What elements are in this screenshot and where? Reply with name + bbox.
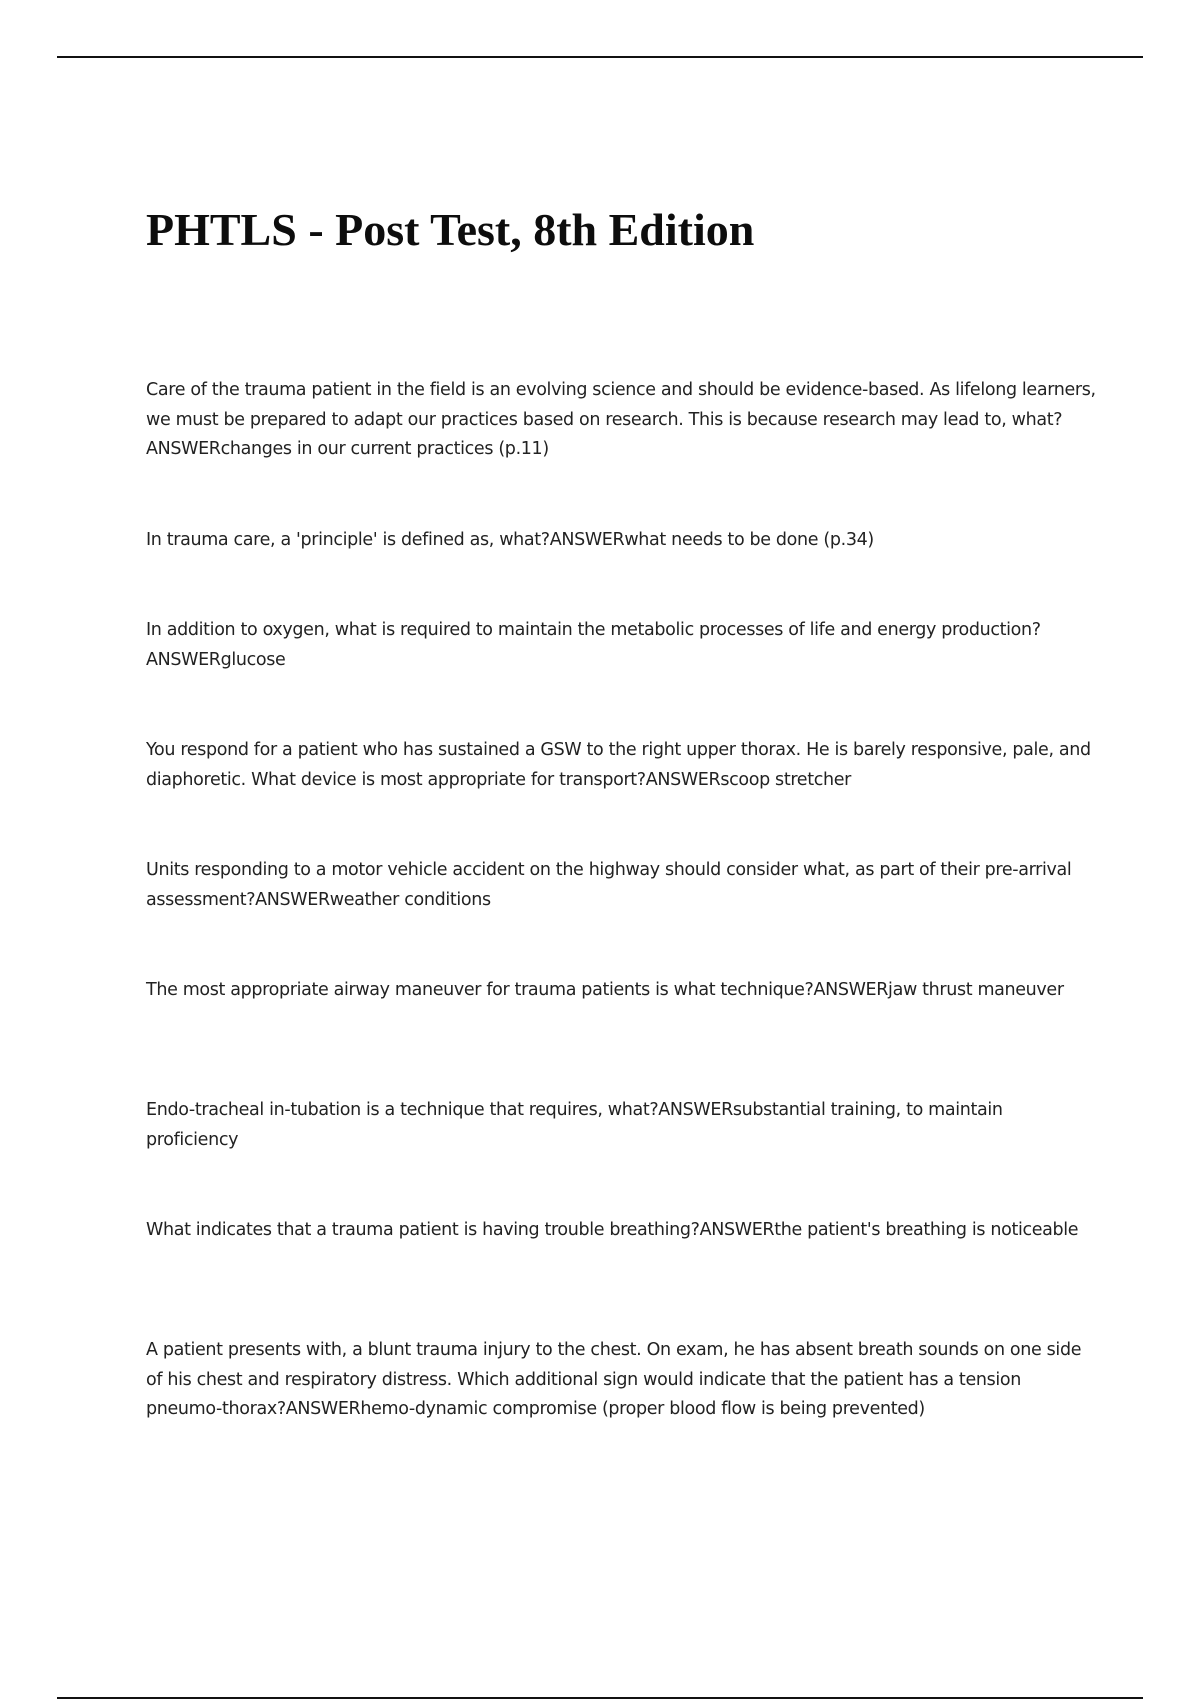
footer-rule <box>57 1697 1143 1699</box>
qa-item-9: A patient presents with, a blunt trauma injury to the chest. On exam, he has absent breath sounds on one side of his chest and respiratory distress. Which additional sign would indicate that the patient has a tension pneumo-thorax?ANSWERhemo-dynamic compromise (proper blood flow is being prevented) <box>146 1340 1082 1419</box>
qa-item-7: Endo-tracheal in-tubation is a technique that requires, what?ANSWERsubstantial training, to maintain proficiency <box>146 1100 1003 1150</box>
qa-item-6: The most appropriate airway maneuver for trauma patients is what technique?ANSWERjaw thrust maneuver <box>146 980 1064 1000</box>
document-title: PHTLS - Post Test, 8th Edition <box>146 204 755 255</box>
qa-item-2: In trauma care, a 'principle' is defined as, what?ANSWERwhat needs to be done (p.34) <box>146 530 874 550</box>
qa-item-8: What indicates that a trauma patient is having trouble breathing?ANSWERthe patient's breathing is noticeable <box>146 1220 1079 1240</box>
header-rule <box>57 56 1143 58</box>
qa-item-1: Care of the trauma patient in the field is an evolving science and should be evidence-based. As lifelong learners, we must be prepared to adapt our practices based on research. This is because research may lead to, what?ANSWERchanges in our current practices (p.11) <box>146 380 1096 459</box>
qa-item-3: In addition to oxygen, what is required to maintain the metabolic processes of life and energy production?ANSWERglucose <box>146 620 1041 670</box>
qa-item-5: Units responding to a motor vehicle accident on the highway should consider what, as part of their pre-arrival assessment?ANSWERweather conditions <box>146 860 1072 910</box>
qa-item-4: You respond for a patient who has sustained a GSW to the right upper thorax. He is barely responsive, pale, and diaphoretic. What device is most appropriate for transport?ANSWERscoop stretcher <box>146 740 1091 790</box>
